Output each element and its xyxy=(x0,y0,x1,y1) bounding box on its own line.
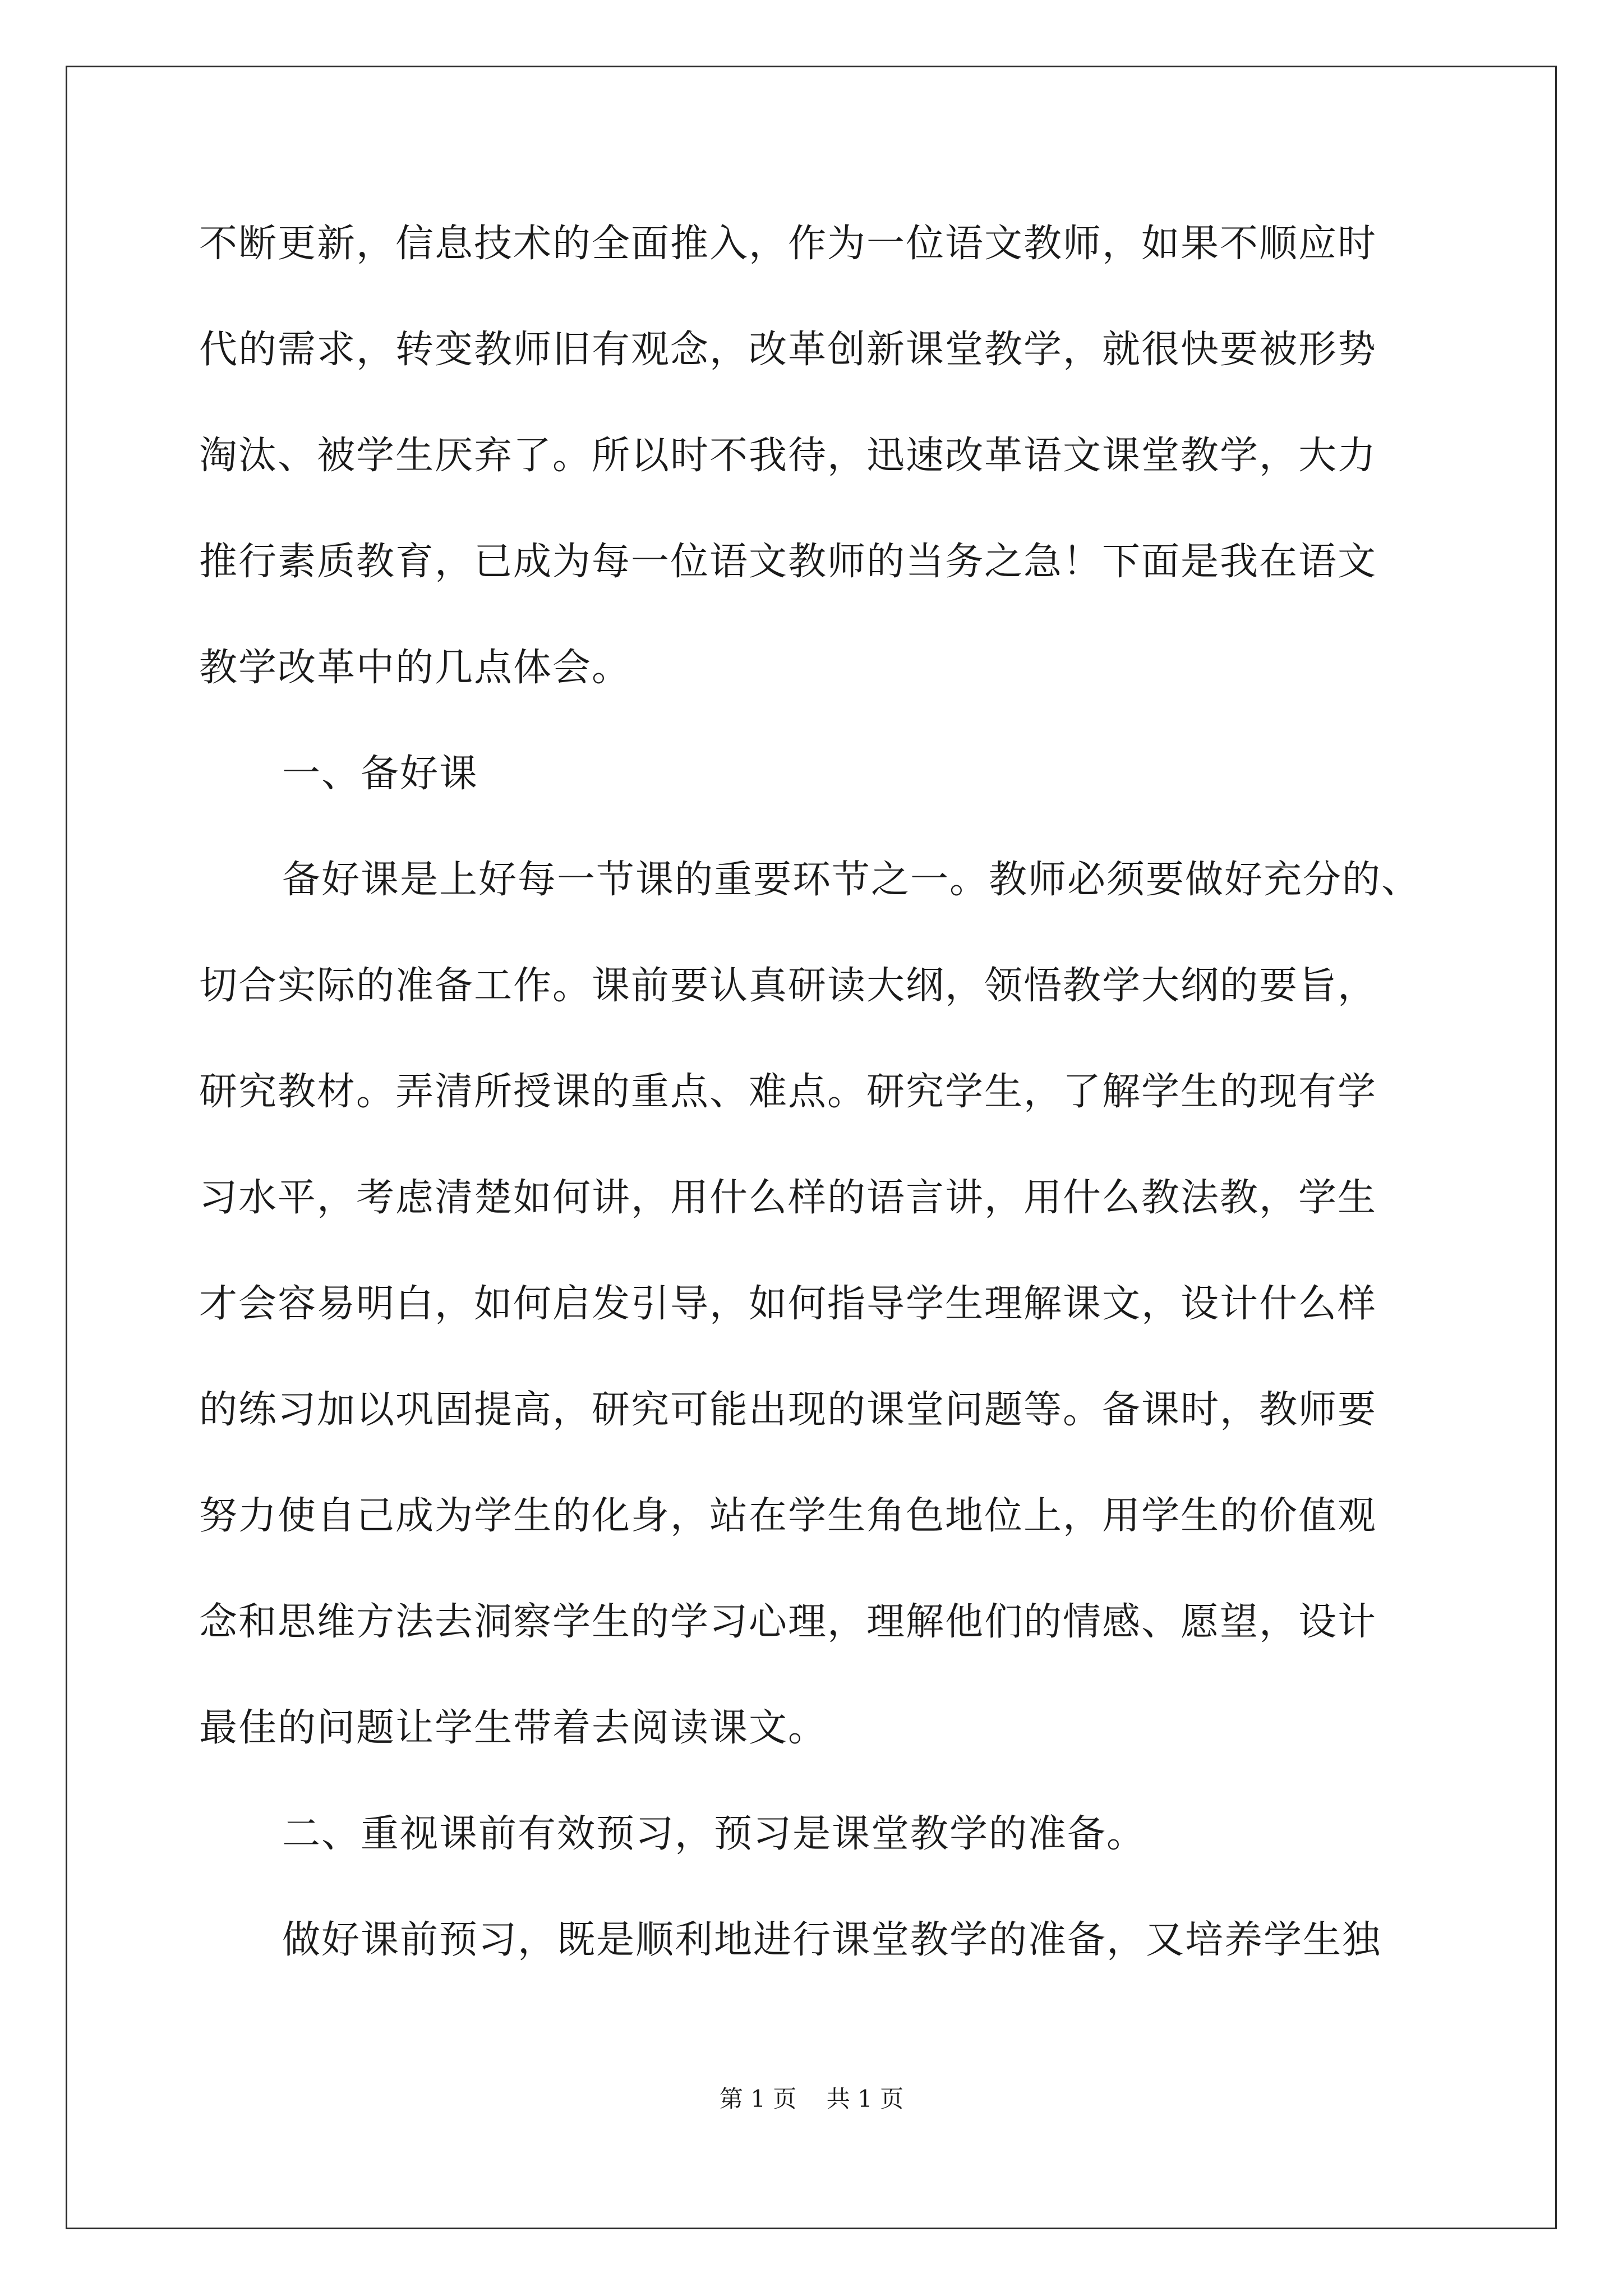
text-line: 努力使自己成为学生的化身，站在学生角色地位上，用学生的价值观 xyxy=(199,1494,1377,1538)
text-line: 才会容易明白，如何启发引导，如何指导学生理解课文，设计什么样 xyxy=(199,1282,1377,1326)
page-number-footer: 第 1 页 共 1 页 xyxy=(719,2085,904,2113)
text-line: 教学改革中的几点体会。 xyxy=(199,646,631,690)
text-line: 最佳的问题让学生带着去阅读课文。 xyxy=(199,1706,828,1750)
text-line: 不断更新，信息技术的全面推入，作为一位语文教师，如果不顺应时 xyxy=(199,222,1377,266)
text-line: 的练习加以巩固提高，研究可能出现的课堂问题等。备课时，教师要 xyxy=(199,1388,1377,1432)
text-line: 推行素质教育，已成为每一位语文教师的当务之急！下面是我在语文 xyxy=(199,540,1377,584)
text-line: 习水平，考虑清楚如何讲，用什么样的语言讲，用什么教法教，学生 xyxy=(199,1176,1377,1220)
section-heading: 二、重视课前有效预习，预习是课堂教学的准备。 xyxy=(282,1812,1146,1856)
text-line: 研究教材。弄清所授课的重点、难点。研究学生，了解学生的现有学 xyxy=(199,1070,1377,1114)
text-line: 代的需求，转变教师旧有观念，改革创新课堂教学，就很快要被形势 xyxy=(199,328,1377,372)
document-body xyxy=(199,213,1433,2016)
text-line: 淘汰、被学生厌弃了。所以时不我待，迅速改革语文课堂教学，大力 xyxy=(199,434,1377,478)
paragraph-start-line: 备好课是上好每一节课的重要环节之一。教师必须要做好充分的、 xyxy=(282,858,1421,902)
paragraph-start-line: 做好课前预习，既是顺利地进行课堂教学的准备，又培养学生独 xyxy=(282,1918,1382,1962)
text-line: 念和思维方法去洞察学生的学习心理，理解他们的情感、愿望，设计 xyxy=(199,1600,1377,1644)
text-line: 切合实际的准备工作。课前要认真研读大纲，领悟教学大纲的要旨， xyxy=(199,964,1377,1008)
section-heading: 一、备好课 xyxy=(282,752,479,796)
